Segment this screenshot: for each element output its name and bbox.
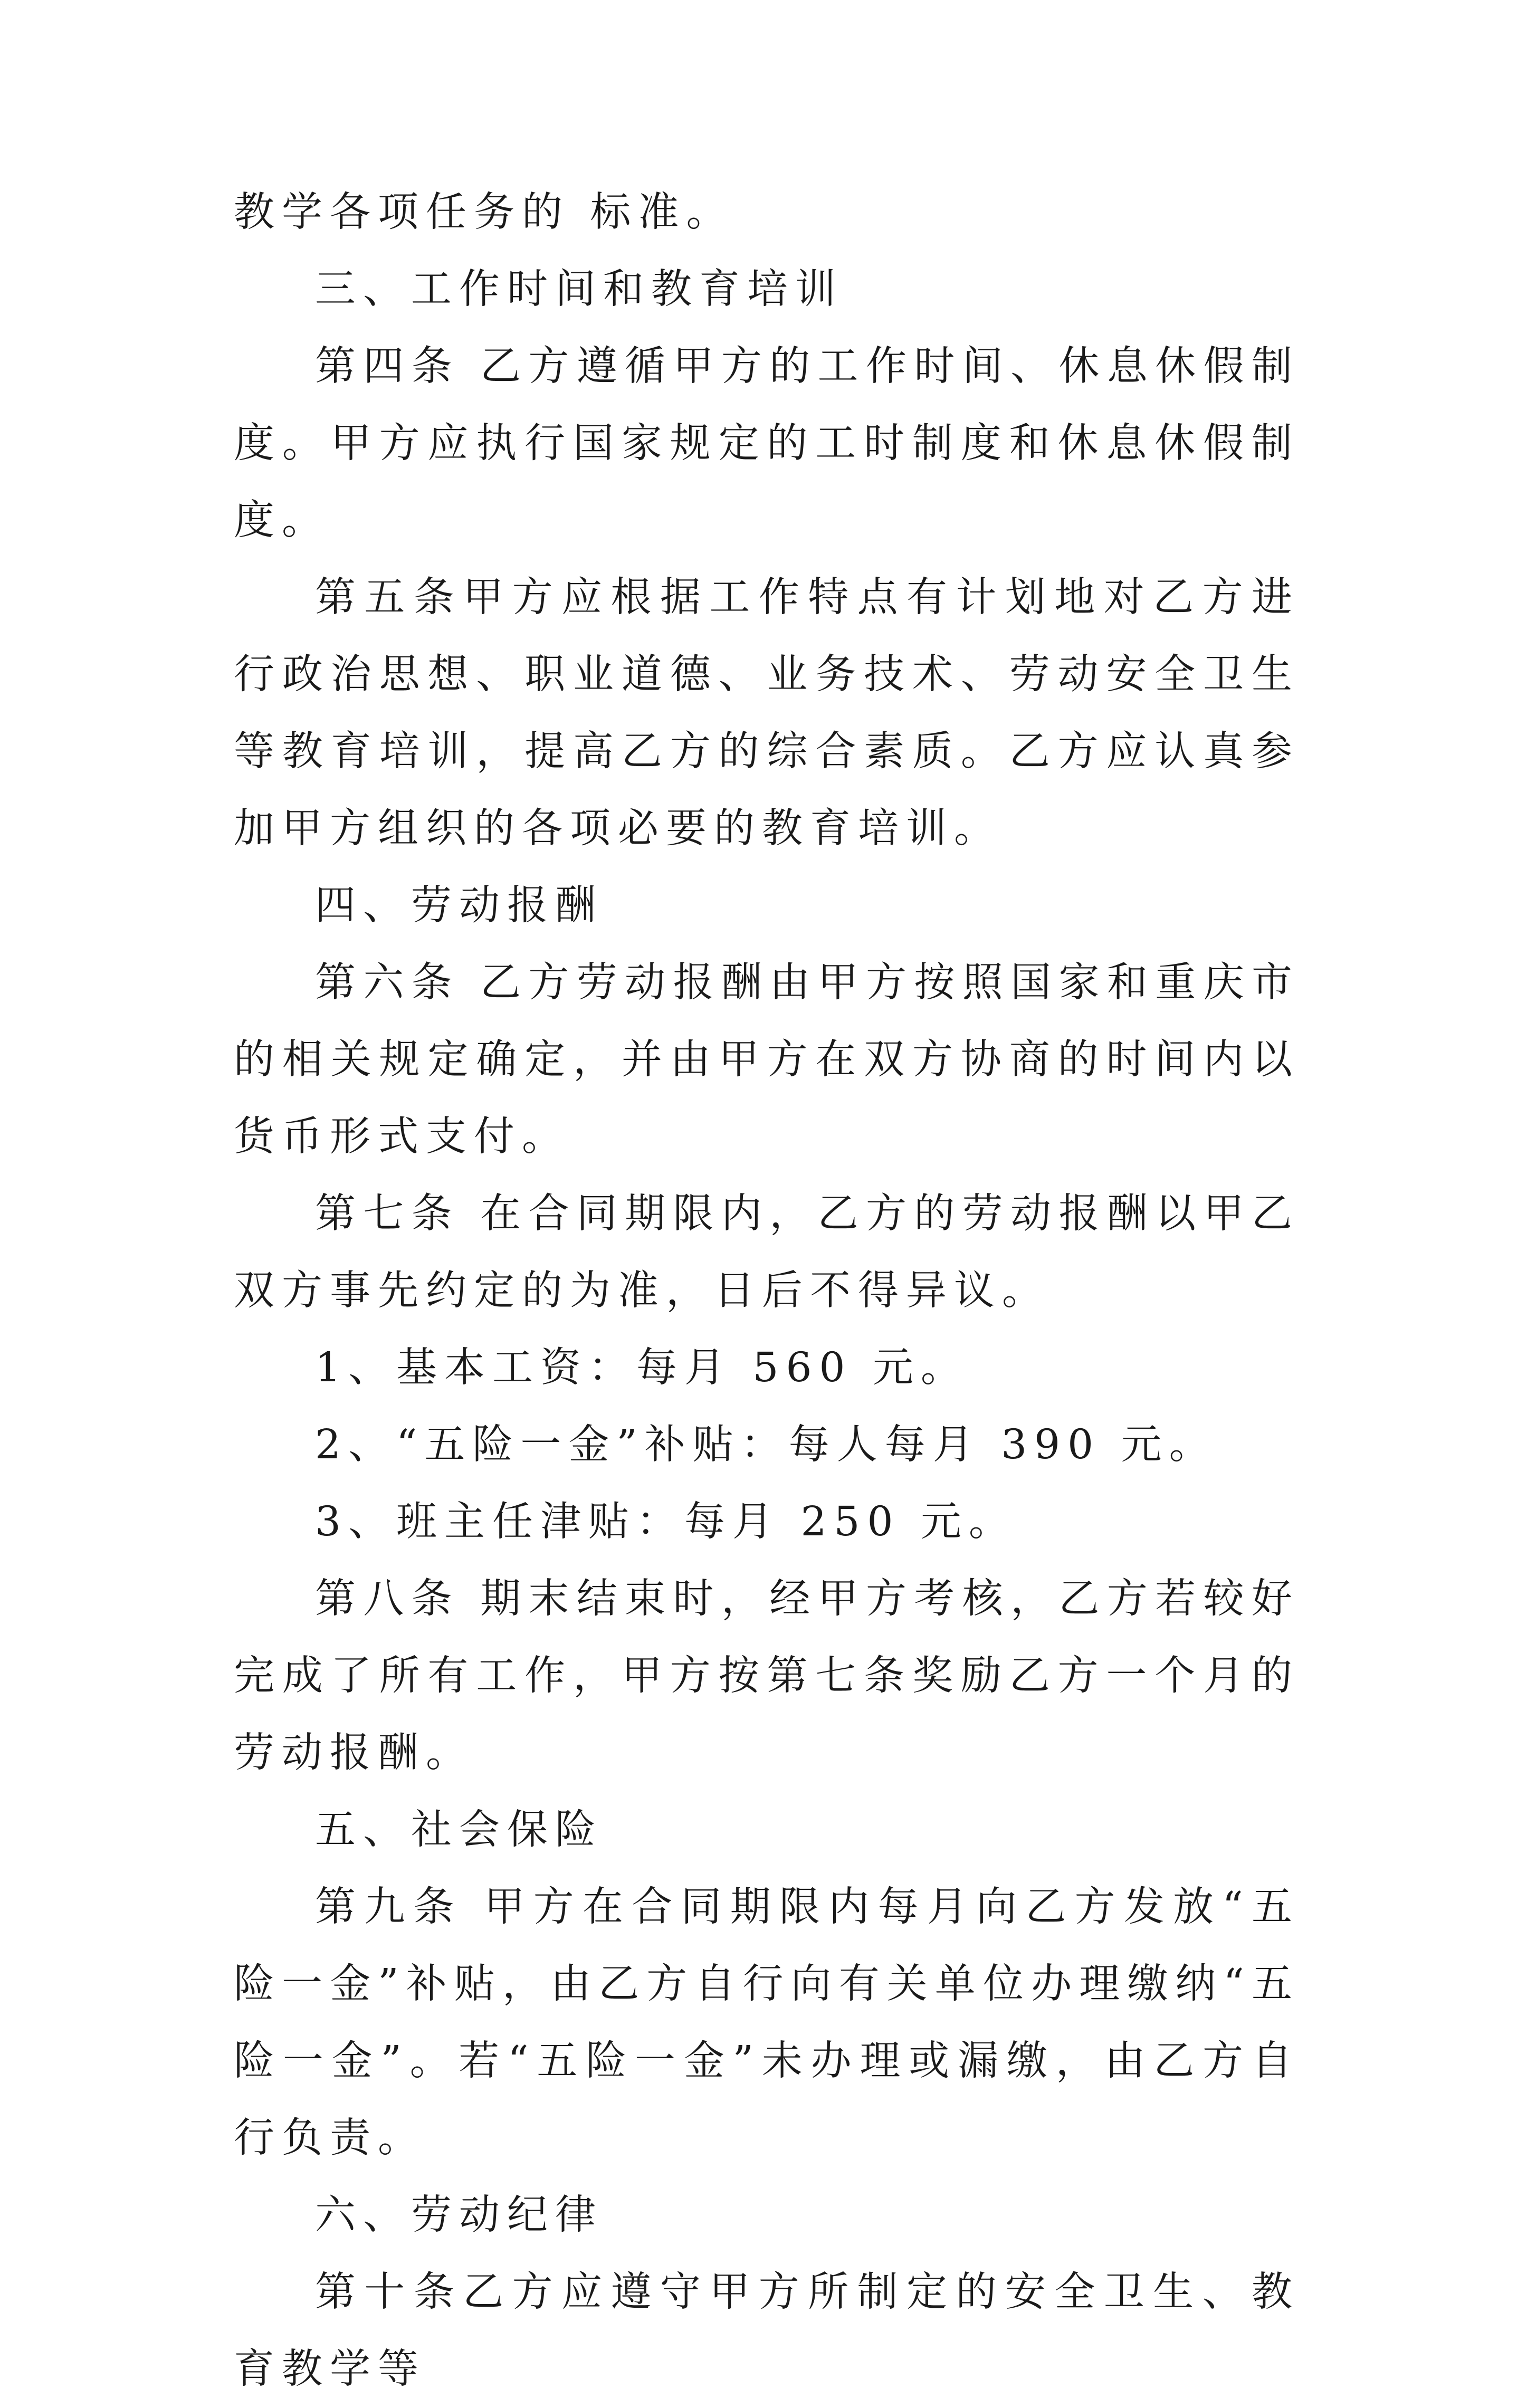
- list-item-head-teacher-allowance: 3、班主任津贴：每月 250 元。: [315, 1498, 1017, 1545]
- article-9: 第九条 甲方在合同期限内每月向乙方发放“五险一金”补贴，由乙方自行向有关单位办理缴纳“五险一金”。若“五险一金”未办理或漏缴，由乙方自行负责。: [234, 1884, 1300, 2162]
- paragraph-continuation: 教学各项任务的 标准。: [234, 189, 734, 236]
- section-heading-labor-discipline: 六、劳动纪律: [315, 2192, 603, 2239]
- document-body: [234, 174, 1300, 2408]
- article-7: 第七条 在合同期限内，乙方的劳动报酬以甲乙双方事先约定的为准，日后不得异议。: [234, 1190, 1300, 1314]
- list-item-base-salary: 1、基本工资：每月 560 元。: [315, 1344, 969, 1391]
- list-item-insurance-subsidy: 2、“五险一金”补贴：每人每月 390 元。: [315, 1421, 1217, 1468]
- article-8: 第八条 期末结束时，经甲方考核，乙方若较好完成了所有工作，甲方按第七条奖励乙方一个月的劳动报酬。: [234, 1575, 1300, 1776]
- section-heading-work-time-training: 三、工作时间和教育培训: [315, 266, 843, 313]
- section-heading-labor-remuneration: 四、劳动报酬: [315, 882, 603, 929]
- section-heading-social-insurance: 五、社会保险: [315, 1807, 603, 1853]
- article-10: 第十条乙方应遵守甲方所制定的安全卫生、教育教学等: [234, 2269, 1300, 2393]
- article-6: 第六条 乙方劳动报酬由甲方按照国家和重庆市的相关规定确定，并由甲方在双方协商的时间内以货币形式支付。: [234, 959, 1300, 1160]
- article-5: 第五条甲方应根据工作特点有计划地对乙方进行政治思想、职业道德、业务技术、劳动安全卫生等教育培训，提高乙方的综合素质。乙方应认真参加甲方组织的各项必要的教育培训。: [234, 574, 1300, 852]
- article-4: 第四条 乙方遵循甲方的工作时间、休息休假制度。甲方应执行国家规定的工时制度和休息休假制度。: [234, 343, 1300, 544]
